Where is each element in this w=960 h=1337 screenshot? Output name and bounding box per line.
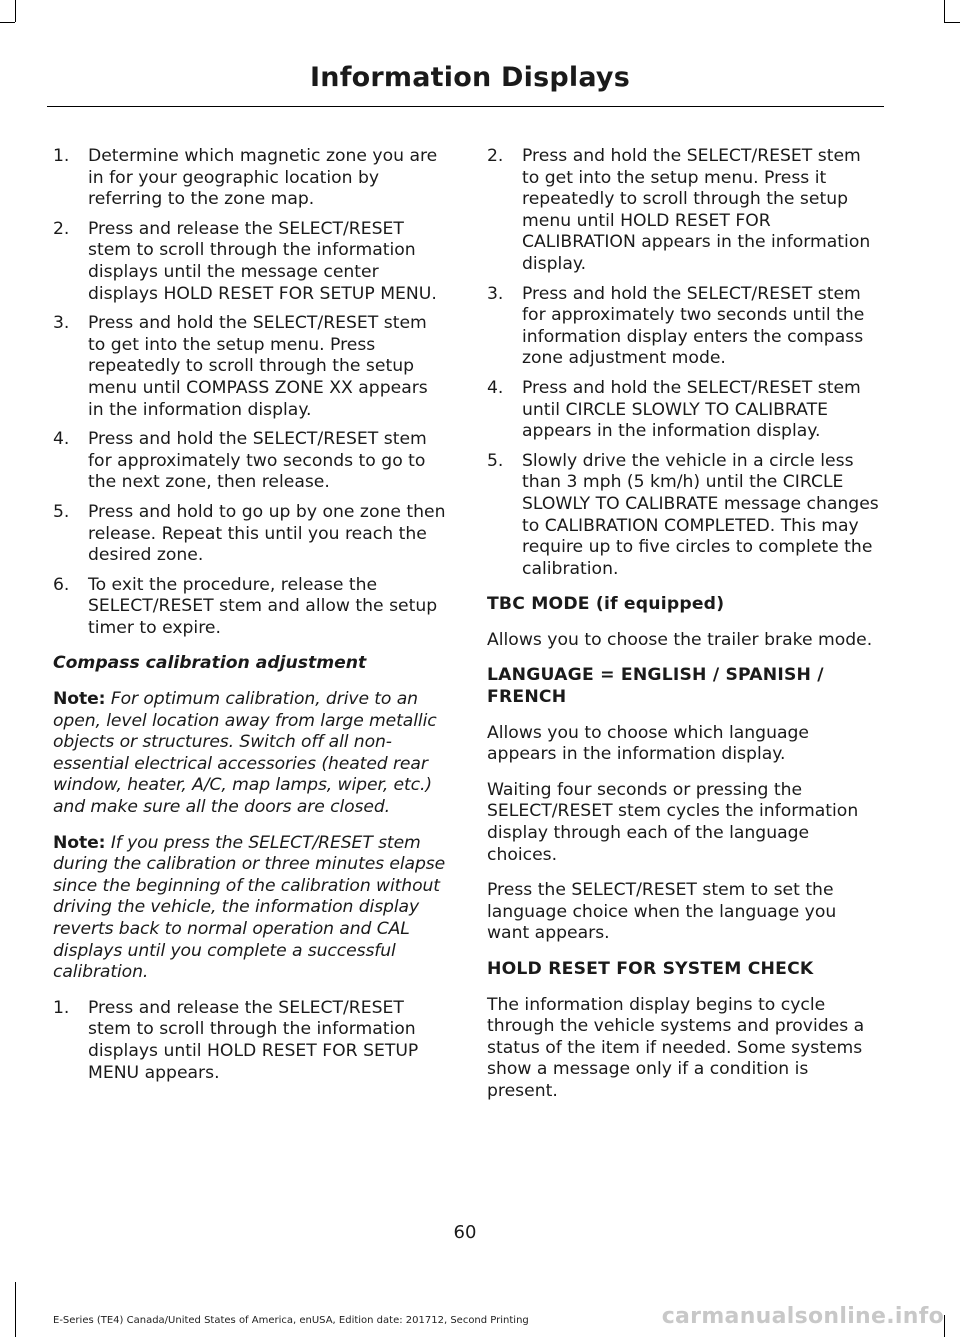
step-number: 5.	[487, 450, 504, 471]
system-check-text: The information display begins to cycle through the vehicle systems and provides a status of the item if needed. Some systems show a message only if a condition is present.	[487, 994, 865, 1101]
watermark: carmanualsonline.info	[661, 1304, 944, 1329]
list-item	[487, 284, 882, 370]
calibration-steps-list	[53, 998, 448, 1084]
language-text: Press the SELECT/RESET stem to set the language choice when the language you want appears.	[487, 880, 837, 944]
step-text: Press and release the SELECT/RESET stem to scroll through the information displays until HOLD RESET FOR SETUP MENU appears.	[88, 997, 419, 1083]
step-number: 1.	[53, 997, 70, 1018]
tbc-mode-heading: TBC MODE (if equipped)	[487, 594, 725, 615]
list-item	[53, 998, 448, 1084]
crop-mark	[15, 1282, 16, 1337]
step-text: Press and hold to go up by one zone then release. Repeat this until you reach the desired zone.	[88, 501, 446, 566]
zone-steps-list	[53, 146, 448, 639]
note-label: Note:	[53, 832, 106, 853]
step-text: Press and hold the SELECT/RESET stem for approximately two seconds to go to the next zone, then release.	[88, 429, 427, 493]
step-text: Press and hold the SELECT/RESET stem to get into the setup menu. Press repeatedly to scroll through the setup menu until COMPASS ZONE XX appears in the information display.	[88, 313, 428, 420]
tbc-mode-text: Allows you to choose the trailer brake mode.	[487, 629, 873, 650]
note-optimum-calibration	[53, 689, 448, 819]
list-item	[53, 502, 448, 567]
step-text: Press and hold the SELECT/RESET stem for approximately two seconds until the information display enters the compass zone adjustment mode.	[522, 283, 865, 369]
left-column	[53, 146, 448, 1092]
crop-mark	[944, 22, 960, 23]
note-label: Note:	[53, 689, 106, 710]
page-number: 60	[453, 1222, 477, 1243]
note-calibration-timeout	[53, 833, 448, 984]
language-heading: LANGUAGE = ENGLISH / SPANISH / FRENCH	[487, 665, 824, 708]
step-number: 3.	[53, 313, 70, 334]
list-item	[487, 146, 882, 276]
step-text: Press and release the SELECT/RESET stem to scroll through the information displays until the message center displays HOLD RESET FOR SETUP MENU.	[88, 218, 437, 304]
header-divider	[47, 106, 884, 107]
step-number: 4.	[487, 377, 504, 398]
language-text: Allows you to choose which language appears in the information display.	[487, 722, 809, 765]
note-text: For optimum calibration, drive to an open, level location away from large metallic objects or structures. Switch off all non-essential electrical accessories (heated rear window, heater, A/C, map lamps, wiper, etc.) and make sure all the doors are closed.	[53, 689, 437, 818]
list-item	[487, 378, 882, 443]
note-text: If you press the SELECT/RESET stem during the calibration or three minutes elapse since the beginning of the calibration without driving the vehicle, the information display reverts back to normal operation and CAL displays until you complete a successful calibration.	[53, 832, 446, 983]
list-item	[53, 146, 448, 211]
list-item	[487, 451, 882, 581]
calibration-heading: Compass calibration adjustment	[53, 653, 367, 674]
step-text: Slowly drive the vehicle in a circle less than 3 mph (5 km/h) until the CIRCLE SLOWLY TO CALIBRATE message changes to CALIBRATION COMPLETED. This may require up to five circles to complete the calibration.	[522, 450, 879, 579]
page-title: Information Displays	[310, 62, 630, 93]
crop-mark	[15, 0, 16, 22]
step-text: Press and hold the SELECT/RESET stem until CIRCLE SLOWLY TO CALIBRATE appears in the information display.	[522, 377, 861, 442]
list-item	[53, 575, 448, 640]
crop-mark	[0, 22, 15, 23]
edition-footer: E-Series (TE4) Canada/United States of America, enUSA, Edition date: 201712, Second Printing	[53, 1315, 529, 1326]
system-check-heading: HOLD RESET FOR SYSTEM CHECK	[487, 959, 814, 979]
calibration-steps-list-continued	[487, 146, 882, 580]
list-item	[53, 313, 448, 421]
step-number: 2.	[53, 218, 70, 239]
step-number: 3.	[487, 283, 504, 304]
step-number: 1.	[53, 146, 70, 166]
step-number: 4.	[53, 429, 70, 450]
step-text: To exit the procedure, release the SELECT/RESET stem and allow the setup timer to expire.	[88, 574, 438, 638]
step-number: 5.	[53, 501, 70, 522]
step-number: 2.	[487, 146, 504, 166]
step-text: Press and hold the SELECT/RESET stem to get into the setup menu. Press it repeatedly to scroll through the setup menu until HOLD RESET FOR CALIBRATION appears in the information display.	[522, 146, 871, 274]
language-text: Waiting four seconds or pressing the SELECT/RESET stem cycles the information display through each of the language choices.	[487, 779, 859, 865]
crop-mark	[944, 0, 945, 22]
crop-mark	[944, 1315, 945, 1337]
list-item	[53, 219, 448, 305]
step-text: Determine which magnetic zone you are in for your geographic location by referring to the zone map.	[88, 146, 438, 210]
right-column	[487, 146, 882, 1117]
list-item	[53, 429, 448, 494]
step-number: 6.	[53, 574, 70, 595]
